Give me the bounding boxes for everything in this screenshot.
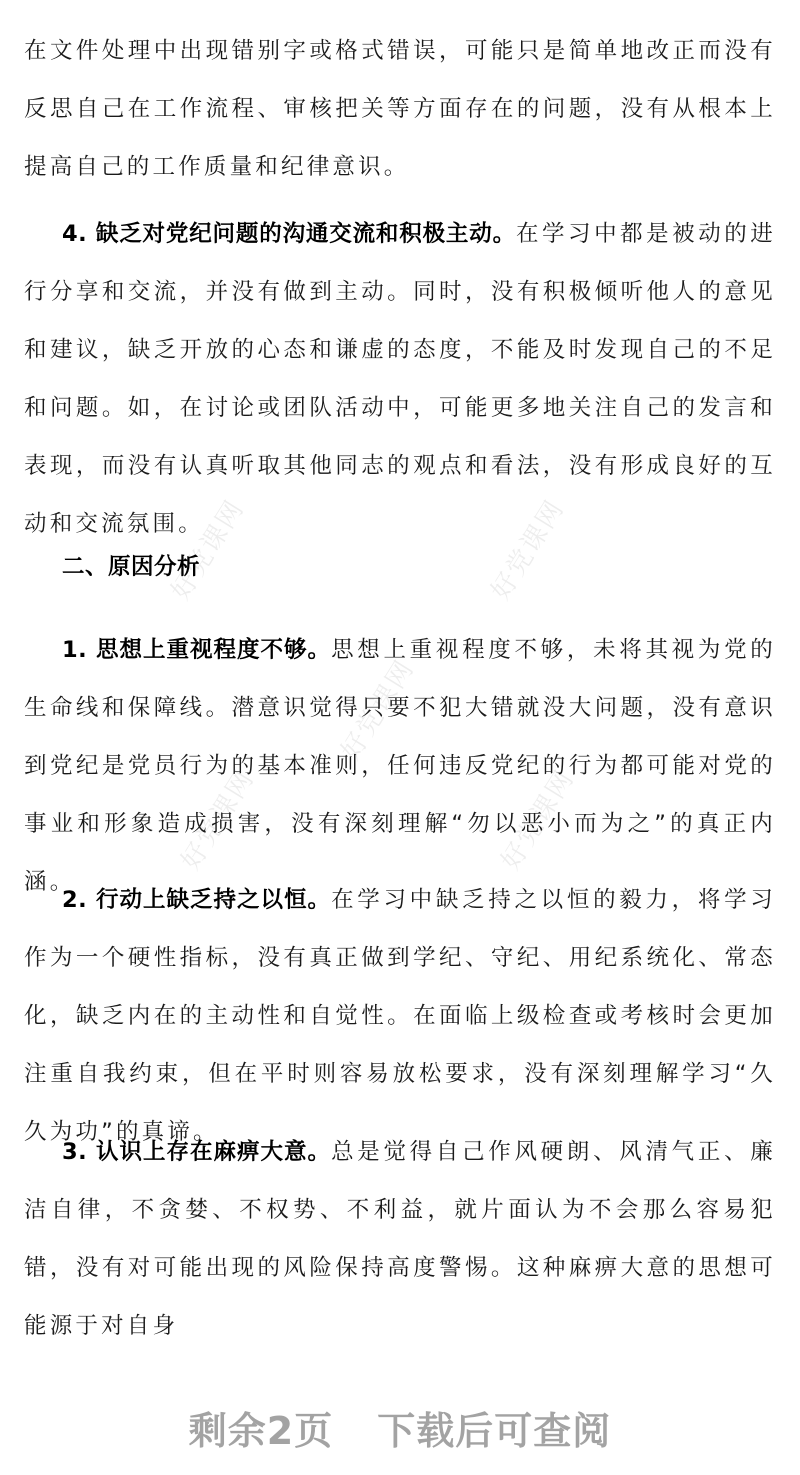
cause-3-paragraph — [24, 1123, 776, 1355]
watermark: 好党课网 — [175, 764, 261, 876]
cause-1-paragraph — [24, 621, 776, 911]
paragraph-body: 在文件处理中出现错别字或格式错误，可能只是简单地改正而没有反思自己在工作流程、审核把关等方面存在的问题，没有从根本上提高自己的工作质量和纪律意识。 — [24, 38, 776, 180]
watermark: 好党课网 — [335, 654, 421, 766]
watermark: 好党课网 — [485, 494, 571, 606]
paragraph-lead: 1. 思想上重视程度不够。 — [62, 637, 332, 663]
paragraph-lead: 3. 认识上存在麻痹大意。 — [62, 1139, 332, 1165]
section-heading: 二、原因分析 — [62, 554, 201, 580]
paragraph-body: 在学习中都是被动的进行分享和交流，并没有做到主动。同时，没有积极倾听他人的意见和建议，缺乏开放的心态和谦虚的态度，不能及时发现自己的不足和问题。如，在讨论或团队活动中，可能更多地关注自己的发言和表现，而没有认真听取其他同志的观点和看法，没有形成良好的互动和交流氛围。 — [24, 221, 776, 537]
remaining-pages-label: 剩余2页 — [188, 1409, 334, 1453]
paragraph-body: 总是觉得自己作风硬朗、风清气正、廉洁自律，不贪婪、不权势、不利益，就片面认为不会那么容易犯错，没有对可能出现的风险保持高度警惕。这种麻痹大意的思想可能源于对自身 — [24, 1139, 776, 1339]
download-prompt[interactable] — [0, 1400, 800, 1455]
paragraph-body: 在学习中缺乏持之以恒的毅力，将学习作为一个硬性指标，没有真正做到学纪、守纪、用纪系统化、常态化，缺乏内在的主动性和自觉性。在面临上级检查或考核时会更加注重自我约束，但在平时则容易放松要求，没有深刻理解学习“久久为功”的真谛。 — [24, 887, 776, 1145]
watermark: 好党课网 — [495, 764, 581, 876]
problem-4-paragraph — [24, 205, 776, 553]
download-to-view-label[interactable]: 下载后可查阅 — [377, 1409, 612, 1453]
cause-2-paragraph — [24, 871, 776, 1161]
paragraph-lead: 4. 缺乏对党纪问题的沟通交流和积极主动。 — [62, 221, 516, 247]
paragraph-body: 思想上重视程度不够，未将其视为党的生命线和保障线。潜意识觉得只要不犯大错就没大问题，没有意识到党纪是党员行为的基本准则，任何违反党纪的行为都可能对党的事业和形象造成损害，没有深刻理解“勿以恶小而为之”的真正内涵。 — [24, 637, 776, 895]
paragraph-lead: 2. 行动上缺乏持之以恒。 — [62, 887, 332, 913]
watermark: 好党课网 — [165, 494, 251, 606]
continuation-paragraph — [24, 22, 776, 196]
